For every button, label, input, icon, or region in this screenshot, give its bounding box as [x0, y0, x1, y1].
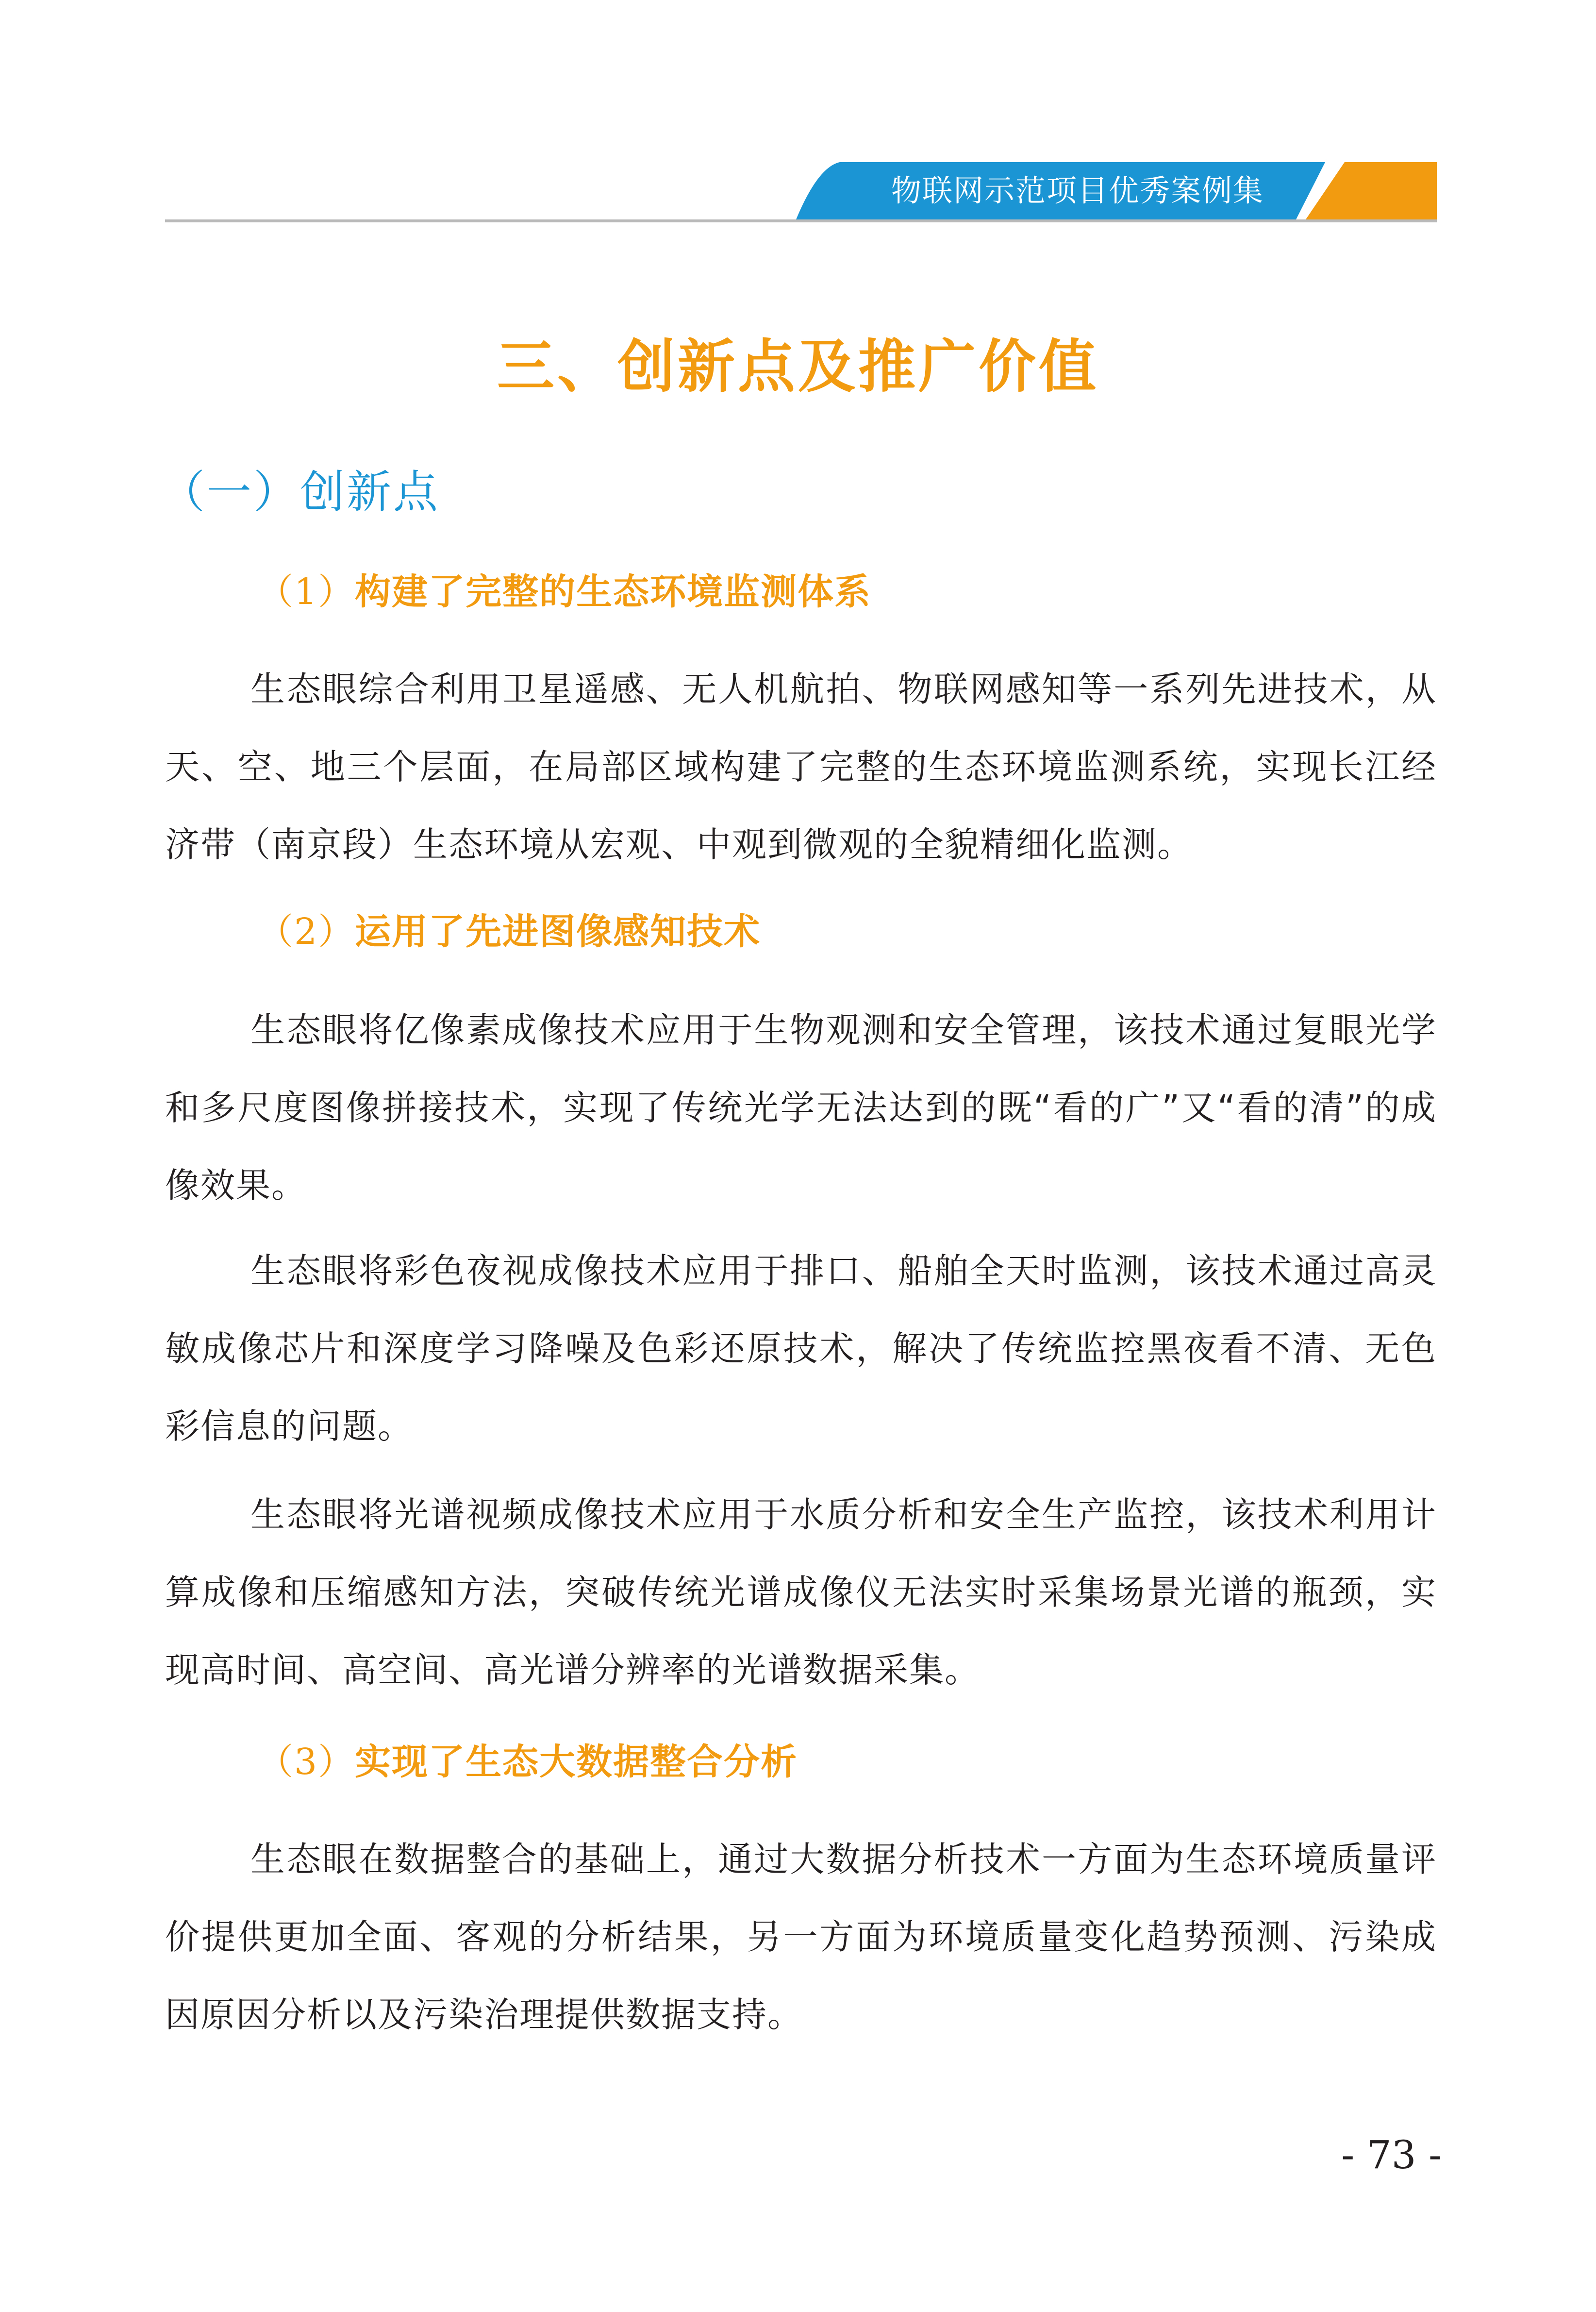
item-title-2: [257, 903, 761, 955]
paragraph: 生态眼综合利用卫星遥感、无人机航拍、物联网感知等一系列先进技术，从天、空、地三个层面，在局部区域构建了完整的生态环境监测系统，实现长江经济带（南京段）生态环境从宏观、中观到微观的全貌精细化监测。: [165, 669, 1437, 865]
paragraph: 生态眼将亿像素成像技术应用于生物观测和安全管理，该技术通过复眼光学和多尺度图像拼接技术，实现了传统光学无法达到的既“看的广”又“看的清”的成像效果。: [165, 1010, 1437, 1206]
page-number: - 73 -: [1341, 2132, 1442, 2178]
paragraph: 生态眼将光谱视频成像技术应用于水质分析和安全生产监控，该技术利用计算成像和压缩感知方法，突破传统光谱成像仪无法实时采集场景光谱的瓶颈，实现高时间、高空间、高光谱分辨率的光谱数据采集。: [165, 1494, 1437, 1690]
item-number: （3）: [257, 1741, 355, 1783]
section-title: 三、创新点及推广价值: [497, 333, 1099, 400]
paragraph: 生态眼将彩色夜视成像技术应用于排口、船舶全天时监测，该技术通过高灵敏成像芯片和深度学习降噪及色彩还原技术，解决了传统监控黑夜看不清、无色彩信息的问题。: [165, 1251, 1437, 1446]
header-rule: [165, 219, 1437, 222]
paragraph: 生态眼在数据整合的基础上，通过大数据分析技术一方面为生态环境质量评价提供更加全面、客观的分析结果，另一方面为环境质量变化趋势预测、污染成因原因分析以及污染治理提供数据支持。: [165, 1839, 1437, 2035]
subsection-title: （一）创新点: [160, 466, 440, 518]
item-number: （2）: [257, 911, 355, 953]
item-heading: 运用了先进图像感知技术: [355, 911, 761, 953]
item-title-3: [257, 1733, 798, 1785]
running-header: [165, 160, 1437, 222]
header-title: 物联网示范项目优秀案例集: [891, 173, 1264, 208]
item-title-1: [257, 563, 871, 615]
header-tab: [796, 162, 1437, 219]
item-heading: 实现了生态大数据整合分析: [355, 1741, 798, 1783]
item-number: （1）: [257, 571, 355, 613]
item-heading: 构建了完整的生态环境监测体系: [355, 571, 872, 613]
